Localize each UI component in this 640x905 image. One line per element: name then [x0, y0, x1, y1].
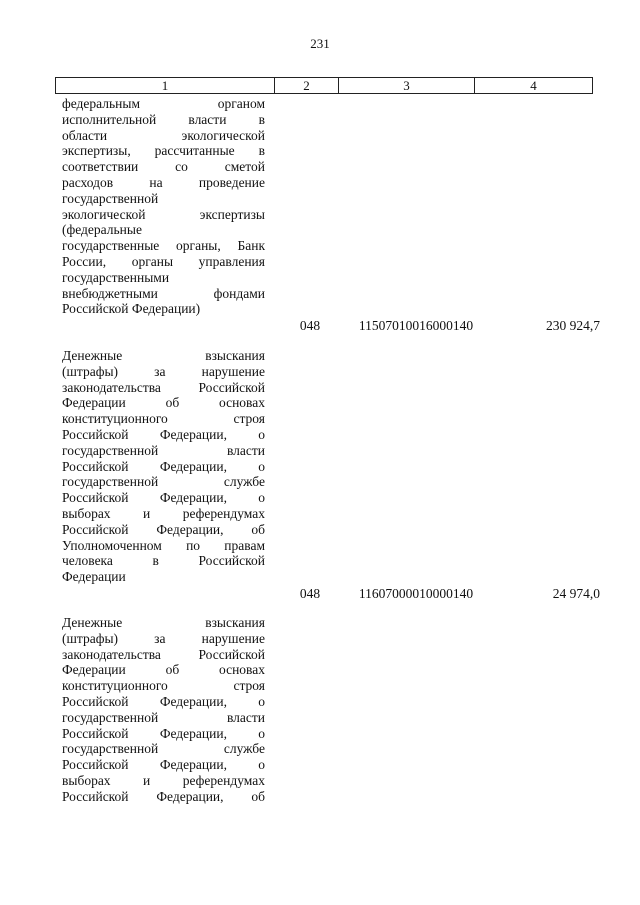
table-row-description	[62, 96, 265, 317]
amount-cell: 24 974,0	[552, 586, 600, 601]
description-line: человека в Российской	[62, 553, 265, 569]
description-line: Российской Федерации, об	[62, 521, 265, 537]
description-line: Уполномоченном по правам	[62, 537, 265, 553]
description-line: Российской Федерации, о	[62, 426, 265, 442]
column-header-row	[56, 78, 593, 94]
column-header-table	[55, 77, 593, 94]
column-header-1: 1	[56, 78, 275, 94]
description-line: Российской Федерации, о	[62, 458, 265, 474]
description-line: Федерации об основах	[62, 662, 265, 678]
description-line: Российской Федерации, о	[62, 725, 265, 741]
kbk-code-cell: 11507010016000140	[358, 318, 474, 333]
description-line: расходов на проведение	[62, 174, 265, 190]
admin-code-cell: 048	[299, 586, 321, 601]
amount-cell: 230 924,7	[546, 318, 600, 333]
description-line: государственной власти	[62, 442, 265, 458]
description-line: конституционного строя	[62, 678, 265, 694]
description-line: выборах и референдумах	[62, 505, 265, 521]
description-line: законодательства Российской	[62, 379, 265, 395]
admin-code-cell: 048	[299, 318, 321, 333]
description-line: области экологической	[62, 127, 265, 143]
description-line: соответствии со сметой	[62, 159, 265, 175]
column-header-3: 3	[339, 78, 475, 94]
description-line: государственной службе	[62, 474, 265, 490]
column-header-2: 2	[275, 78, 339, 94]
description-line: Федерации об основах	[62, 395, 265, 411]
description-line: законодательства Российской	[62, 646, 265, 662]
description-line: государственными	[62, 269, 170, 285]
description-line: Денежные взыскания	[62, 348, 265, 363]
description-line: (штрафы) за нарушение	[62, 363, 265, 379]
description-line: федеральным органом	[62, 96, 265, 111]
description-line: Российской Федерации, о	[62, 757, 265, 773]
table-row-description	[62, 348, 265, 585]
description-line: государственной службе	[62, 741, 265, 757]
description-line: исполнительной власти в	[62, 111, 265, 127]
description-line: Денежные взыскания	[62, 615, 265, 630]
description-line: России, органы управления	[62, 253, 265, 269]
description-line: экологической экспертизы	[62, 206, 265, 222]
page-number: 231	[310, 36, 330, 51]
description-line: (штрафы) за нарушение	[62, 630, 265, 646]
description-line: Российской Федерации, о	[62, 490, 265, 506]
description-line: конституционного строя	[62, 411, 265, 427]
description-line: государственной	[62, 190, 159, 206]
description-line: Российской Федерации)	[62, 301, 201, 317]
column-header-4: 4	[475, 78, 593, 94]
description-line: внебюджетными фондами	[62, 285, 265, 301]
description-line: Российской Федерации, о	[62, 693, 265, 709]
description-line: государственной власти	[62, 709, 265, 725]
description-line: Федерации	[62, 569, 126, 585]
table-row-description	[62, 615, 265, 805]
description-line: Российской Федерации, об	[62, 788, 265, 804]
description-line: выборах и референдумах	[62, 772, 265, 788]
description-line: государственные органы, Банк	[62, 238, 265, 254]
description-line: экспертизы, рассчитанные в	[62, 143, 265, 159]
kbk-code-cell: 11607000010000140	[358, 586, 474, 601]
description-line: (федеральные	[62, 222, 142, 238]
